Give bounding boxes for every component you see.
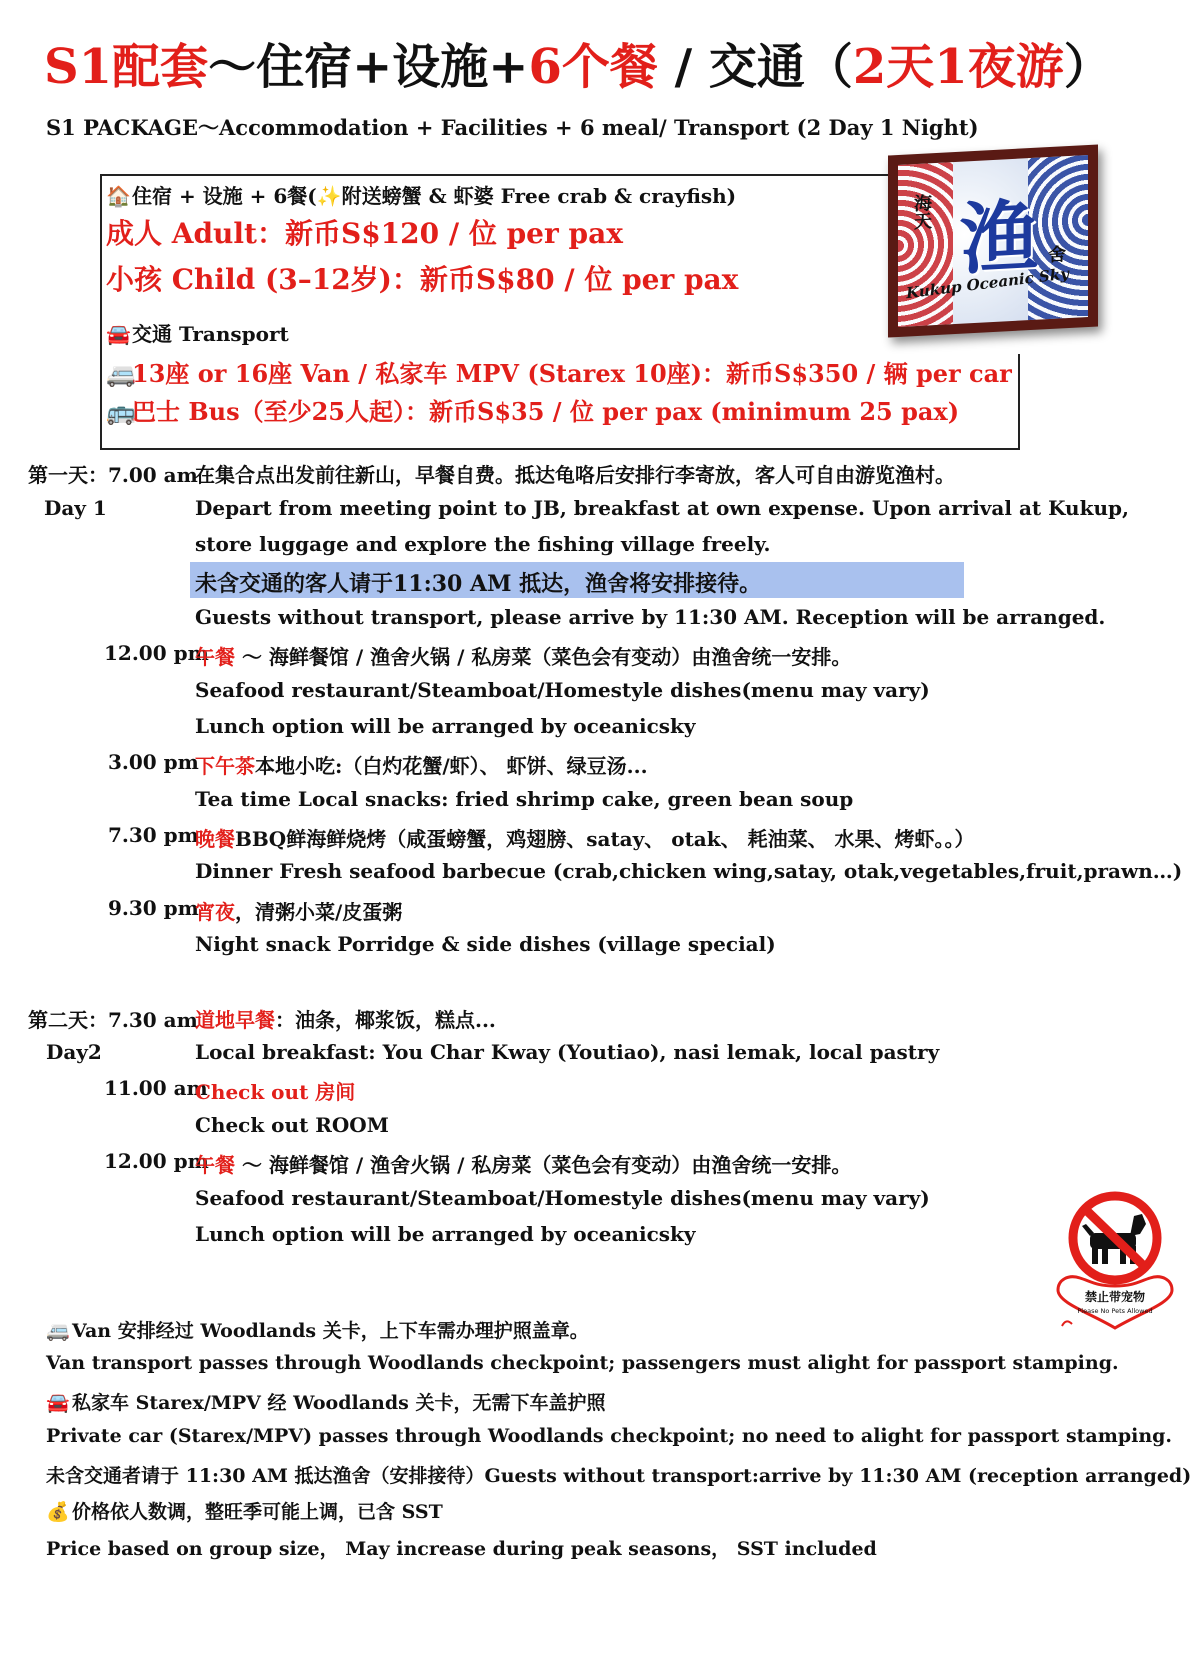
day2-lunch-cn: 午餐 ～ 海鲜餐馆 / 渔舍火锅 / 私房菜（菜色会有变动）由渔舍统一安排。	[195, 1153, 852, 1177]
day1-tea-en: Tea time Local snacks: fried shrimp cake, green bean soup	[195, 787, 854, 811]
title-package-code: S1配套	[44, 39, 209, 95]
day2-breakfast-en: Local breakfast: You Char Kway (Youtiao), nasi lemak, local pastry	[195, 1040, 940, 1064]
car-icon: 🚘	[106, 322, 131, 346]
title-meals: 6个餐	[528, 39, 658, 95]
day2-label-cn: 第二天：7.30 am	[28, 1008, 198, 1032]
no-pets-icon	[1050, 1188, 1180, 1338]
day1-0700-en-1: Depart from meeting point to JB, breakfast at own expense. Upon arrival at Kukup,	[195, 496, 1129, 520]
van-icon: 🚐	[46, 1320, 70, 1342]
footer-price-en: Price based on group size， May increase during peak seasons， SST included	[46, 1538, 877, 1560]
bus-icon: 🚌	[106, 398, 136, 426]
day1-label-en: Day 1	[44, 496, 107, 520]
accommodation-header: 🏠住宿 + 设施 + 6餐(✨附送螃蟹 & 虾婆 Free crab & crayfish)	[106, 184, 737, 208]
no-transport-notice-cn: 未含交通的客人请于11:30 AM 抵达，渔舍将安排接待。	[195, 571, 762, 597]
day2-checkout-en: Check out ROOM	[195, 1113, 389, 1137]
title-part: / 交通（	[657, 39, 853, 95]
time-label: 7.30 pm	[108, 823, 199, 847]
time-label: 9.30 pm	[108, 896, 199, 920]
day2-breakfast-cn: 道地早餐：油条，椰浆饭，糕点...	[195, 1008, 496, 1032]
page-subtitle: S1 PACKAGE～Accommodation + Facilities + 6 meal/ Transport (2 Day 1 Night)	[46, 115, 979, 140]
pricing-box	[100, 174, 1020, 450]
title-duration: 2天1夜游	[852, 39, 1064, 95]
day1-lunch-en-1: Seafood restaurant/Steamboat/Homestyle dishes(menu may vary)	[195, 678, 930, 702]
day1-label-cn: 第一天：7.00 am	[28, 463, 198, 487]
day2-lunch-en-1: Seafood restaurant/Steamboat/Homestyle dishes(menu may vary)	[195, 1186, 930, 1210]
footer-car-cn: 🚘 私家车 Starex/MPV 经 Woodlands 关卡，无需下车盖护照	[46, 1392, 606, 1414]
day1-supper-en: Night snack Porridge & side dishes (village special)	[195, 932, 776, 956]
day2-lunch-en-2: Lunch option will be arranged by oceanicsky	[195, 1222, 696, 1246]
day2-checkout-cn: Check out 房间	[195, 1080, 356, 1104]
oceanic-sky-logo: 海天 渔 舍 Kukup Oceanic Sky	[888, 144, 1098, 337]
day1-0700-cn: 在集合点出发前往新山，早餐自费。抵达龟咯后安排行李寄放，客人可自由游览渔村。	[195, 463, 955, 487]
van-price: 🚐13座 or 16座 Van / 私家车 MPV (Starex 10座)：新币S$350 / 辆 per car	[106, 359, 1012, 388]
title-part: ）	[1063, 39, 1112, 95]
footer-no-transport: 未含交通者请于 11:30 AM 抵达渔舍（安排接待）Guests without transport:arrive by 11:30 AM (reception arranged)	[46, 1465, 1192, 1487]
no-transport-notice-en: Guests without transport, please arrive by 11:30 AM. Reception will be arranged.	[195, 605, 1106, 629]
time-label: 3.00 pm	[108, 750, 199, 774]
time-label: 12.00 pm	[104, 1149, 209, 1173]
footer-price-cn: 💰 价格依人数调，整旺季可能上调，已含 SST	[46, 1501, 443, 1523]
day1-lunch-cn: 午餐 ～ 海鲜餐馆 / 渔舍火锅 / 私房菜（菜色会有变动）由渔舍统一安排。	[195, 645, 852, 669]
day1-lunch-en-2: Lunch option will be arranged by oceanicsky	[195, 714, 696, 738]
time-label: 11.00 am	[104, 1076, 208, 1100]
child-price: 小孩 Child (3–12岁)：新币S$80 / 位 per pax	[106, 263, 739, 296]
day1-tea-cn: 下午茶本地小吃:（白灼花蟹/虾）、 虾饼、绿豆汤...	[195, 754, 648, 778]
title-part: ～住宿+设施+	[208, 39, 529, 95]
car-icon: 🚘	[46, 1392, 70, 1414]
day1-dinner-en: Dinner Fresh seafood barbecue (crab,chicken wing,satay, otak,vegetables,fruit,prawn…)	[195, 859, 1183, 883]
footer-van-en: Van transport passes through Woodlands checkpoint; passengers must alight for passport stamping.	[46, 1352, 1119, 1374]
no-pets-sign	[1050, 1188, 1180, 1338]
day2-label-en: Day2	[46, 1040, 102, 1064]
svg-text:禁止带宠物: 禁止带宠物	[1084, 1290, 1146, 1304]
footer-van-cn: 🚐 Van 安排经过 Woodlands 关卡，上下车需办理护照盖章。	[46, 1320, 589, 1342]
time-label: 12.00 pm	[104, 641, 209, 665]
day1-0700-en-2: store luggage and explore the fishing village freely.	[195, 532, 771, 556]
van-icon: 🚐	[106, 360, 136, 388]
transport-header: 🚘交通 Transport	[106, 322, 289, 346]
svg-text:Please No Pets Allowed: Please No Pets Allowed	[1077, 1307, 1153, 1315]
footer-car-en: Private car (Starex/MPV) passes through Woodlands checkpoint; no need to alight for passport stamping.	[46, 1425, 1173, 1447]
page-title	[44, 28, 1112, 97]
bus-price: 🚌巴士 Bus（至少25人起）：新币S$35 / 位 per pax (minimum 25 pax)	[106, 397, 960, 426]
money-bag-icon: 💰	[46, 1501, 70, 1523]
house-icon: 🏠	[106, 184, 131, 208]
adult-price: 成人 Adult：新币S$120 / 位 per pax	[106, 217, 623, 250]
day1-supper-cn: 宵夜，清粥小菜/皮蛋粥	[195, 900, 403, 924]
day1-dinner-cn: 晚餐BBQ鲜海鲜烧烤（咸蛋螃蟹，鸡翅膀、satay、 otak、 耗油菜、 水果、烤虾。。）	[195, 827, 975, 851]
